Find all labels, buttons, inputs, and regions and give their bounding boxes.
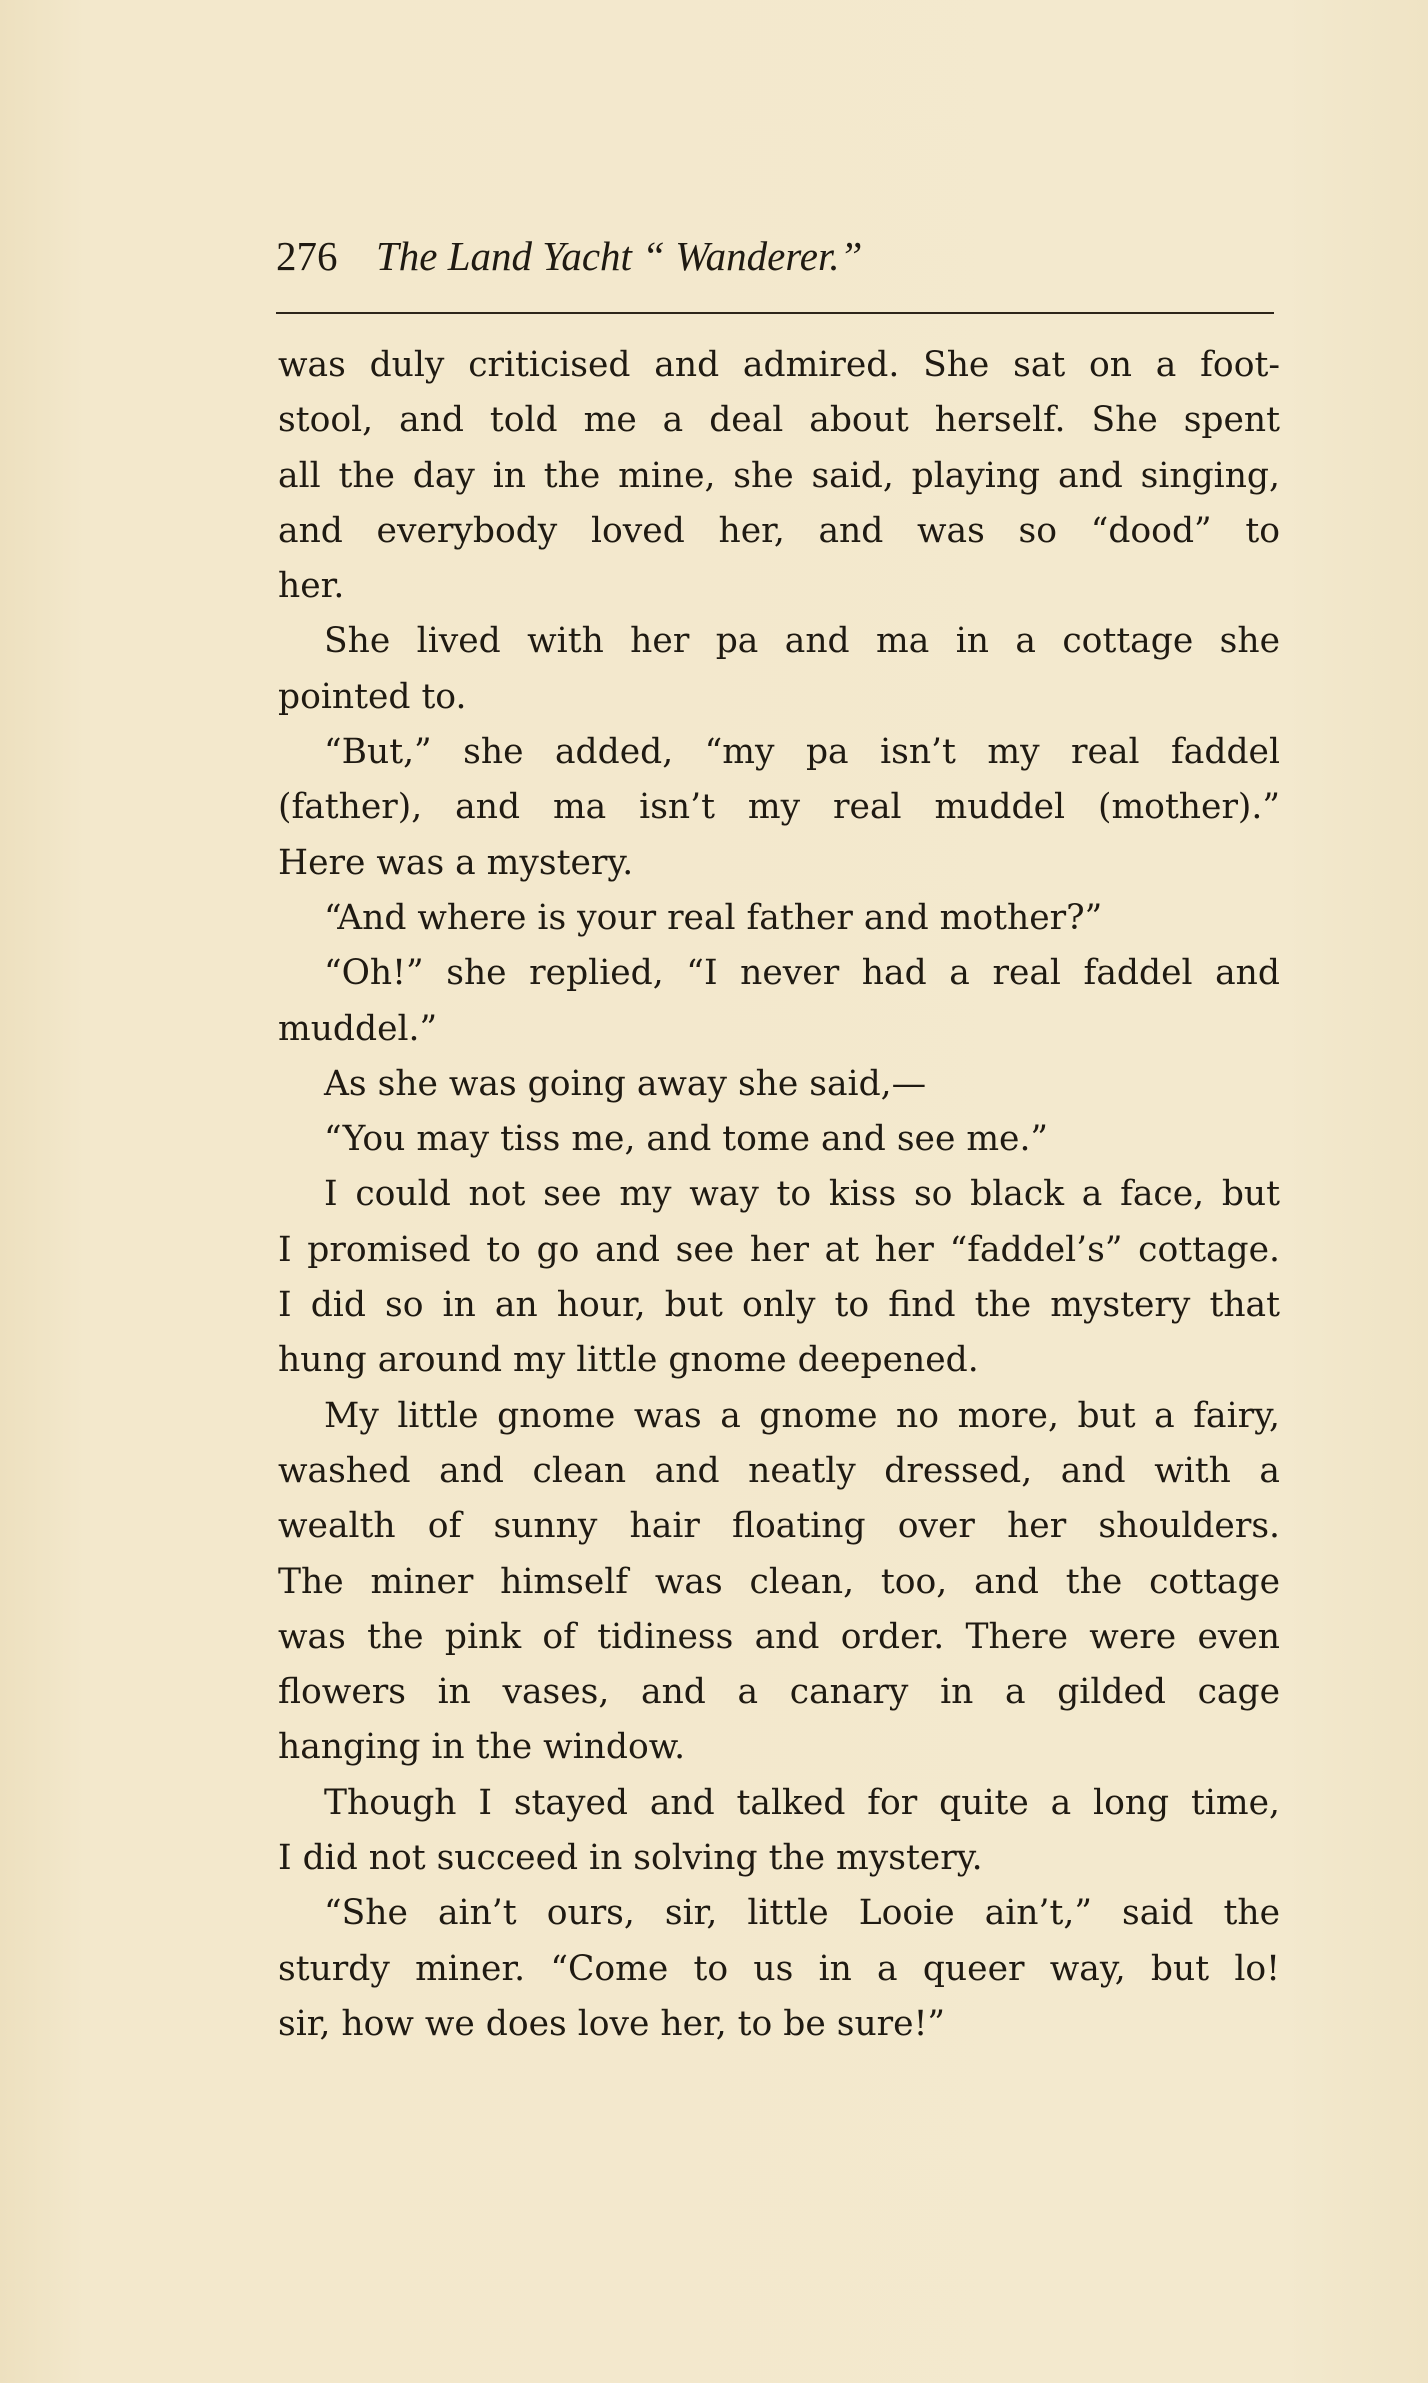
text-line: flowers in vases, and a canary in a gilded cage [278, 1672, 1280, 1713]
text-line: Though I stayed and talked for quite a long time, [324, 1782, 1280, 1823]
text-line: sturdy miner. “Come to us in a queer way, but lo! [278, 1948, 1280, 1989]
text-line: pointed to. [278, 676, 467, 717]
text-line: wealth of sunny hair floating over her shoulders. [278, 1506, 1280, 1547]
text-line: “And where is your real father and mother?” [324, 897, 1103, 938]
text-line: “You may tiss me, and tome and see me.” [324, 1119, 1049, 1160]
text-line: She lived with her pa and ma in a cottage she [324, 621, 1280, 662]
text-line: was duly criticised and admired. She sat on a foot- [278, 345, 1280, 385]
text-line: sir, how we does love her, to be sure!” [278, 2003, 946, 2044]
text-line: “She ain’t ours, sir, little Looie ain’t,” said the [324, 1893, 1280, 1934]
text-line: “Oh!” she replied, “I never had a real faddel and [324, 953, 1280, 994]
text-line: all the day in the mine, she said, playing and singing, [278, 455, 1280, 496]
running-head [276, 226, 1276, 286]
text-line: was the pink of tidiness and order. There were even [278, 1616, 1280, 1657]
text-line: As she was going away she said,— [324, 1063, 927, 1104]
text-line: I could not see my way to kiss so black a face, but [324, 1174, 1280, 1215]
text-line: My little gnome was a gnome no more, but a fairy, [324, 1395, 1280, 1436]
body-text [278, 338, 1280, 2052]
text-line: washed and clean and neatly dressed, and with a [278, 1450, 1280, 1491]
header-rule [276, 312, 1274, 314]
text-line: I did not succeed in solving the mystery. [278, 1838, 983, 1879]
text-line: (father), and ma isn’t my real muddel (mother).” [278, 787, 1280, 828]
text-line: stool, and told me a deal about herself. She spent [278, 400, 1280, 441]
text-line: The miner himself was clean, too, and the cottage [278, 1561, 1280, 1602]
text-line: hung around my little gnome deepened. [278, 1340, 979, 1381]
text-line: hanging in the window. [278, 1727, 686, 1768]
text-line: I promised to go and see her at her “faddel’s” cottage. [278, 1229, 1280, 1270]
text-line: and everybody loved her, and was so “dood” to [278, 510, 1280, 551]
page-number: 276 [276, 233, 338, 279]
text-line: Here was a mystery. [278, 842, 634, 883]
running-title: The Land Yacht “ Wanderer.” [376, 233, 863, 279]
text-line: her. [278, 566, 345, 607]
text-line: I did so in an hour, but only to find the mystery that [278, 1285, 1280, 1326]
text-line: muddel.” [278, 1008, 438, 1049]
text-line: “But,” she added, “my pa isn’t my real faddel [324, 732, 1280, 773]
